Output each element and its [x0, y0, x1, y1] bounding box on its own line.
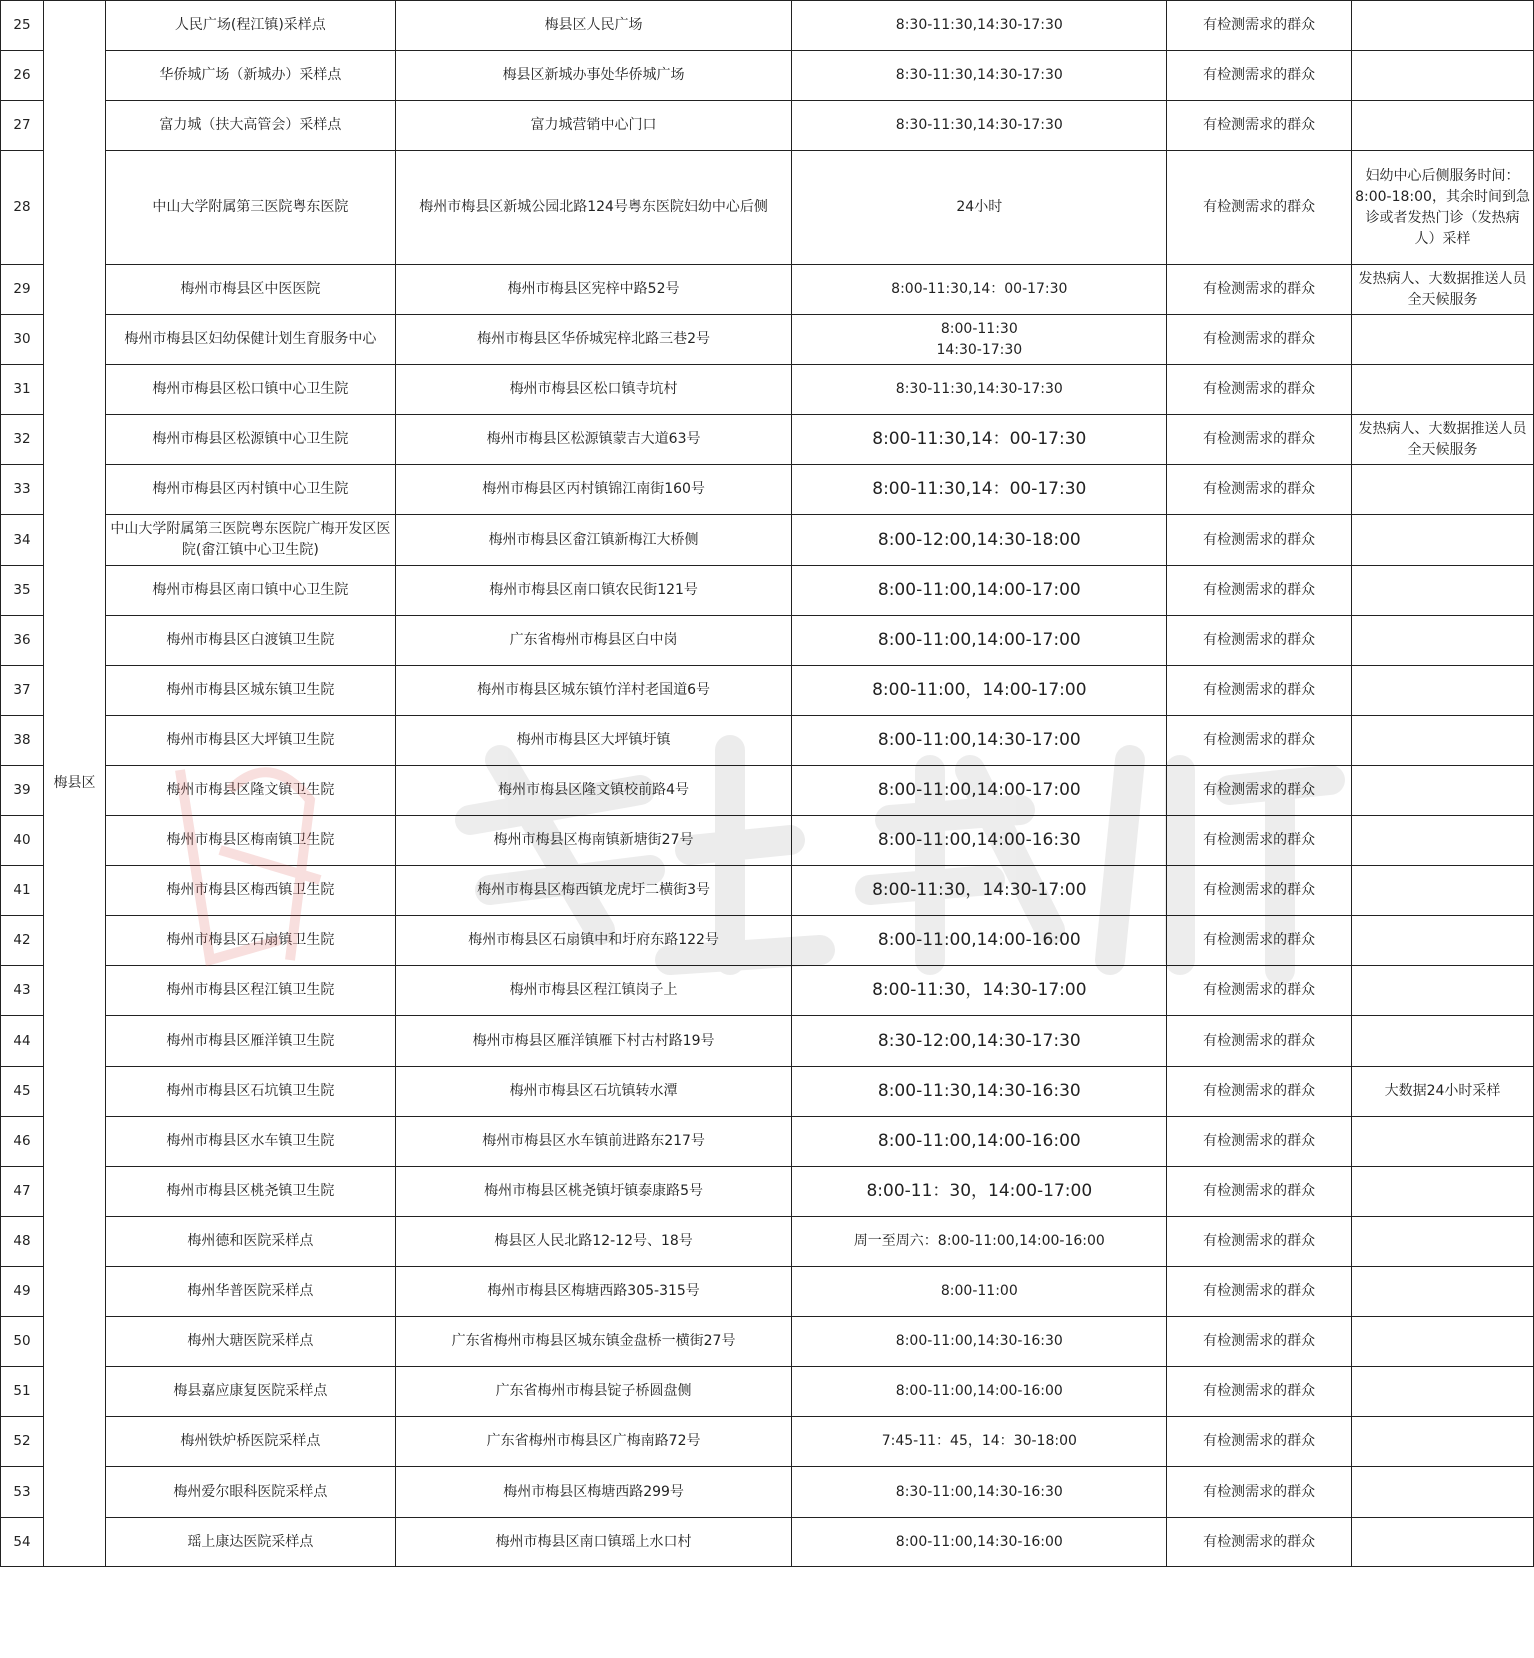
site-name-cell: 梅州市梅县区丙村镇中心卫生院 [105, 465, 395, 515]
row-number-cell: 45 [1, 1067, 44, 1117]
target-group-cell: 有检测需求的群众 [1167, 1067, 1352, 1117]
service-time-cell: 8:00-12:00,14:30-18:00 [792, 515, 1167, 566]
service-time-cell: 8:00-11:00,14:00-16:00 [792, 1367, 1167, 1417]
row-number-cell: 26 [1, 51, 44, 101]
remark-cell [1352, 315, 1534, 365]
table-row [1, 716, 1534, 766]
table-row [1, 1, 1534, 51]
site-name-cell: 梅州市梅县区大坪镇卫生院 [105, 716, 395, 766]
target-group-cell: 有检测需求的群众 [1167, 51, 1352, 101]
table-row [1, 365, 1534, 415]
table-row [1, 1367, 1534, 1417]
remark-cell: 妇幼中心后侧服务时间：8:00-18:00，其余时间到急诊或者发热门诊（发热病人）采样 [1352, 151, 1534, 265]
service-time-cell: 8:00-11:00,14:00-17:00 [792, 566, 1167, 616]
row-number-cell: 32 [1, 415, 44, 465]
remark-cell: 发热病人、大数据推送人员全天候服务 [1352, 265, 1534, 315]
address-cell: 梅州市梅县区南口镇瑶上水口村 [395, 1518, 792, 1567]
service-time-cell: 周一至周六：8:00-11:00,14:00-16:00 [792, 1217, 1167, 1267]
target-group-cell: 有检测需求的群众 [1167, 1518, 1352, 1567]
service-time-cell: 8:30-11:30,14:30-17:30 [792, 365, 1167, 415]
address-cell: 梅州市梅县区松口镇寺坑村 [395, 365, 792, 415]
address-cell: 梅州市梅县区畲江镇新梅江大桥侧 [395, 515, 792, 566]
row-number-cell: 42 [1, 916, 44, 966]
remark-cell [1352, 1167, 1534, 1217]
row-number-cell: 31 [1, 365, 44, 415]
table-row [1, 515, 1534, 566]
row-number-cell: 30 [1, 315, 44, 365]
row-number-cell: 51 [1, 1367, 44, 1417]
service-time-cell: 8:00-11:00,14:30-16:30 [792, 1317, 1167, 1367]
site-name-cell: 梅州市梅县区梅西镇卫生院 [105, 866, 395, 916]
address-cell: 梅州市梅县区程江镇岗子上 [395, 966, 792, 1016]
table-row [1, 465, 1534, 515]
address-cell: 广东省梅州市梅县锭子桥圆盘侧 [395, 1367, 792, 1417]
row-number-cell: 44 [1, 1016, 44, 1067]
table-row [1, 1267, 1534, 1317]
remark-cell [1352, 1467, 1534, 1518]
table-row [1, 1217, 1534, 1267]
address-cell: 梅州市梅县区隆文镇校前路4号 [395, 766, 792, 816]
target-group-cell: 有检测需求的群众 [1167, 465, 1352, 515]
table-row [1, 1518, 1534, 1567]
table-row [1, 816, 1534, 866]
site-name-cell: 梅州市梅县区程江镇卫生院 [105, 966, 395, 1016]
target-group-cell: 有检测需求的群众 [1167, 1117, 1352, 1167]
address-cell: 梅州市梅县区梅塘西路299号 [395, 1467, 792, 1518]
address-cell: 广东省梅州市梅县区白中岗 [395, 616, 792, 666]
address-cell: 梅州市梅县区水车镇前进路东217号 [395, 1117, 792, 1167]
remark-cell [1352, 766, 1534, 816]
remark-cell [1352, 1, 1534, 51]
table-row [1, 101, 1534, 151]
service-time-cell: 8:00-11:00,14:30-16:00 [792, 1518, 1167, 1567]
row-number-cell: 27 [1, 101, 44, 151]
address-cell: 梅州市梅县区松源镇蒙吉大道63号 [395, 415, 792, 465]
table-row [1, 1016, 1534, 1067]
row-number-cell: 39 [1, 766, 44, 816]
address-cell: 梅县区人民广场 [395, 1, 792, 51]
service-time-cell: 8:00-11:00,14:00-16:30 [792, 816, 1167, 866]
site-name-cell: 梅州市梅县区隆文镇卫生院 [105, 766, 395, 816]
service-time-cell: 8:00-11:00,14:00-17:00 [792, 616, 1167, 666]
target-group-cell: 有检测需求的群众 [1167, 1217, 1352, 1267]
address-cell: 广东省梅州市梅县区城东镇金盘桥一横街27号 [395, 1317, 792, 1367]
site-name-cell: 梅州德和医院采样点 [105, 1217, 395, 1267]
row-number-cell: 33 [1, 465, 44, 515]
address-cell: 梅县区新城办事处华侨城广场 [395, 51, 792, 101]
target-group-cell: 有检测需求的群众 [1167, 1016, 1352, 1067]
address-cell: 梅州市梅县区梅西镇龙虎圩二横街3号 [395, 866, 792, 916]
row-number-cell: 37 [1, 666, 44, 716]
table-row [1, 616, 1534, 666]
remark-cell [1352, 101, 1534, 151]
target-group-cell: 有检测需求的群众 [1167, 101, 1352, 151]
site-name-cell: 梅州市梅县区梅南镇卫生院 [105, 816, 395, 866]
remark-cell [1352, 51, 1534, 101]
target-group-cell: 有检测需求的群众 [1167, 566, 1352, 616]
site-name-cell: 梅州市梅县区水车镇卫生院 [105, 1117, 395, 1167]
table-row [1, 51, 1534, 101]
remark-cell [1352, 1518, 1534, 1567]
remark-cell [1352, 716, 1534, 766]
site-name-cell: 华侨城广场（新城办）采样点 [105, 51, 395, 101]
site-name-cell: 梅州市梅县区城东镇卫生院 [105, 666, 395, 716]
target-group-cell: 有检测需求的群众 [1167, 966, 1352, 1016]
table-row [1, 315, 1534, 365]
remark-cell [1352, 666, 1534, 716]
remark-cell [1352, 566, 1534, 616]
row-number-cell: 35 [1, 566, 44, 616]
table-row [1, 766, 1534, 816]
address-cell: 梅州市梅县区丙村镇锦江南街160号 [395, 465, 792, 515]
row-number-cell: 29 [1, 265, 44, 315]
remark-cell [1352, 365, 1534, 415]
service-time-cell: 8:30-11:30,14:30-17:30 [792, 1, 1167, 51]
row-number-cell: 48 [1, 1217, 44, 1267]
target-group-cell: 有检测需求的群众 [1167, 315, 1352, 365]
target-group-cell: 有检测需求的群众 [1167, 1, 1352, 51]
remark-cell [1352, 1016, 1534, 1067]
remark-cell [1352, 465, 1534, 515]
remark-cell [1352, 515, 1534, 566]
row-number-cell: 53 [1, 1467, 44, 1518]
address-cell: 梅州市梅县区雁洋镇雁下村古村路19号 [395, 1016, 792, 1067]
target-group-cell: 有检测需求的群众 [1167, 1167, 1352, 1217]
row-number-cell: 52 [1, 1417, 44, 1467]
site-name-cell: 中山大学附属第三医院粤东医院广梅开发区医院(畲江镇中心卫生院) [105, 515, 395, 566]
remark-cell: 大数据24小时采样 [1352, 1067, 1534, 1117]
address-cell: 梅州市梅县区南口镇农民街121号 [395, 566, 792, 616]
target-group-cell: 有检测需求的群众 [1167, 151, 1352, 265]
remark-cell [1352, 1417, 1534, 1467]
site-name-cell: 梅州华普医院采样点 [105, 1267, 395, 1317]
site-name-cell: 梅州市梅县区白渡镇卫生院 [105, 616, 395, 666]
table-row [1, 916, 1534, 966]
service-time-cell: 8:30-11:30,14:30-17:30 [792, 51, 1167, 101]
target-group-cell: 有检测需求的群众 [1167, 616, 1352, 666]
site-name-cell: 瑶上康达医院采样点 [105, 1518, 395, 1567]
target-group-cell: 有检测需求的群众 [1167, 766, 1352, 816]
remark-cell [1352, 966, 1534, 1016]
target-group-cell: 有检测需求的群众 [1167, 1467, 1352, 1518]
remark-cell [1352, 816, 1534, 866]
remark-cell [1352, 1117, 1534, 1167]
table-row [1, 566, 1534, 616]
table-row [1, 866, 1534, 916]
site-name-cell: 梅州市梅县区南口镇中心卫生院 [105, 566, 395, 616]
row-number-cell: 38 [1, 716, 44, 766]
row-number-cell: 43 [1, 966, 44, 1016]
row-number-cell: 40 [1, 816, 44, 866]
address-cell: 梅州市梅县区石坑镇转水潭 [395, 1067, 792, 1117]
row-number-cell: 41 [1, 866, 44, 916]
address-cell: 梅州市梅县区华侨城宪梓北路三巷2号 [395, 315, 792, 365]
target-group-cell: 有检测需求的群众 [1167, 1317, 1352, 1367]
remark-cell [1352, 916, 1534, 966]
table-row [1, 1417, 1534, 1467]
target-group-cell: 有检测需求的群众 [1167, 1367, 1352, 1417]
table-row [1, 1067, 1534, 1117]
site-name-cell: 梅州市梅县区松口镇中心卫生院 [105, 365, 395, 415]
service-time-cell: 7:45-11：45，14：30-18:00 [792, 1417, 1167, 1467]
service-time-cell: 8:30-11:00,14:30-16:30 [792, 1467, 1167, 1518]
site-name-cell: 富力城（扶大高管会）采样点 [105, 101, 395, 151]
address-cell: 梅州市梅县区梅塘西路305-315号 [395, 1267, 792, 1317]
site-name-cell: 梅州市梅县区松源镇中心卫生院 [105, 415, 395, 465]
site-name-cell: 梅县嘉应康复医院采样点 [105, 1367, 395, 1417]
service-time-cell: 8:00-11:30，14:30-17:00 [792, 866, 1167, 916]
target-group-cell: 有检测需求的群众 [1167, 265, 1352, 315]
target-group-cell: 有检测需求的群众 [1167, 916, 1352, 966]
target-group-cell: 有检测需求的群众 [1167, 1267, 1352, 1317]
service-time-cell: 8:00-11:00 [792, 1267, 1167, 1317]
address-cell: 富力城营销中心门口 [395, 101, 792, 151]
service-time-cell: 8:00-11:30,14:30-16:30 [792, 1067, 1167, 1117]
remark-cell [1352, 1367, 1534, 1417]
service-time-cell: 8:00-11:30,14：00-17:30 [792, 265, 1167, 315]
site-name-cell: 梅州市梅县区妇幼保健计划生育服务中心 [105, 315, 395, 365]
row-number-cell: 49 [1, 1267, 44, 1317]
row-number-cell: 46 [1, 1117, 44, 1167]
table-row [1, 265, 1534, 315]
site-name-cell: 梅州爱尔眼科医院采样点 [105, 1467, 395, 1518]
address-cell: 梅州市梅县区梅南镇新塘街27号 [395, 816, 792, 866]
table-row [1, 1317, 1534, 1367]
service-time-cell: 8:00-11:30，14:30-17:00 [792, 966, 1167, 1016]
table-body [1, 1, 1534, 1567]
table-row [1, 415, 1534, 465]
remark-cell: 发热病人、大数据推送人员全天候服务 [1352, 415, 1534, 465]
district-cell: 梅县区 [43, 1, 105, 1567]
address-cell: 梅州市梅县区城东镇竹洋村老国道6号 [395, 666, 792, 716]
service-time-cell: 24小时 [792, 151, 1167, 265]
site-name-cell: 人民广场(程江镇)采样点 [105, 1, 395, 51]
service-time-cell: 8:00-11:00,14:00-16:00 [792, 916, 1167, 966]
table-row [1, 1117, 1534, 1167]
service-time-cell: 8:00-11:30,14：00-17:30 [792, 465, 1167, 515]
service-time-cell: 8:00-11:30 14:30-17:30 [792, 315, 1167, 365]
remark-cell [1352, 616, 1534, 666]
site-name-cell: 梅州市梅县区石坑镇卫生院 [105, 1067, 395, 1117]
row-number-cell: 25 [1, 1, 44, 51]
service-time-cell: 8:00-11:00,14:30-17:00 [792, 716, 1167, 766]
service-time-cell: 8:30-11:30,14:30-17:30 [792, 101, 1167, 151]
row-number-cell: 28 [1, 151, 44, 265]
target-group-cell: 有检测需求的群众 [1167, 866, 1352, 916]
site-name-cell: 梅州市梅县区桃尧镇卫生院 [105, 1167, 395, 1217]
table-row [1, 1467, 1534, 1518]
address-cell: 梅州市梅县区大坪镇圩镇 [395, 716, 792, 766]
target-group-cell: 有检测需求的群众 [1167, 816, 1352, 866]
site-name-cell: 梅州市梅县区雁洋镇卫生院 [105, 1016, 395, 1067]
site-name-cell: 梅州市梅县区石扇镇卫生院 [105, 916, 395, 966]
row-number-cell: 50 [1, 1317, 44, 1367]
target-group-cell: 有检测需求的群众 [1167, 365, 1352, 415]
table-row [1, 966, 1534, 1016]
table-row [1, 666, 1534, 716]
address-cell: 梅县区人民北路12-12号、18号 [395, 1217, 792, 1267]
target-group-cell: 有检测需求的群众 [1167, 1417, 1352, 1467]
remark-cell [1352, 1217, 1534, 1267]
service-time-cell: 8:00-11:00,14:00-17:00 [792, 766, 1167, 816]
target-group-cell: 有检测需求的群众 [1167, 716, 1352, 766]
table-row [1, 151, 1534, 265]
service-time-cell: 8:00-11:30,14：00-17:30 [792, 415, 1167, 465]
site-name-cell: 梅州市梅县区中医医院 [105, 265, 395, 315]
row-number-cell: 47 [1, 1167, 44, 1217]
remark-cell [1352, 866, 1534, 916]
row-number-cell: 54 [1, 1518, 44, 1567]
service-time-cell: 8:00-11:00,14:00-16:00 [792, 1117, 1167, 1167]
address-cell: 梅州市梅县区新城公园北路124号粤东医院妇幼中心后侧 [395, 151, 792, 265]
remark-cell [1352, 1267, 1534, 1317]
target-group-cell: 有检测需求的群众 [1167, 666, 1352, 716]
service-time-cell: 8:00-11：30，14:00-17:00 [792, 1167, 1167, 1217]
site-name-cell: 梅州铁炉桥医院采样点 [105, 1417, 395, 1467]
target-group-cell: 有检测需求的群众 [1167, 415, 1352, 465]
table-row [1, 1167, 1534, 1217]
row-number-cell: 34 [1, 515, 44, 566]
service-time-cell: 8:30-12:00,14:30-17:30 [792, 1016, 1167, 1067]
site-name-cell: 中山大学附属第三医院粤东医院 [105, 151, 395, 265]
address-cell: 梅州市梅县区宪梓中路52号 [395, 265, 792, 315]
site-name-cell: 梅州大瑭医院采样点 [105, 1317, 395, 1367]
service-time-cell: 8:00-11:00，14:00-17:00 [792, 666, 1167, 716]
row-number-cell: 36 [1, 616, 44, 666]
address-cell: 梅州市梅县区石扇镇中和圩府东路122号 [395, 916, 792, 966]
target-group-cell: 有检测需求的群众 [1167, 515, 1352, 566]
address-cell: 广东省梅州市梅县区广梅南路72号 [395, 1417, 792, 1467]
address-cell: 梅州市梅县区桃尧镇圩镇泰康路5号 [395, 1167, 792, 1217]
remark-cell [1352, 1317, 1534, 1367]
